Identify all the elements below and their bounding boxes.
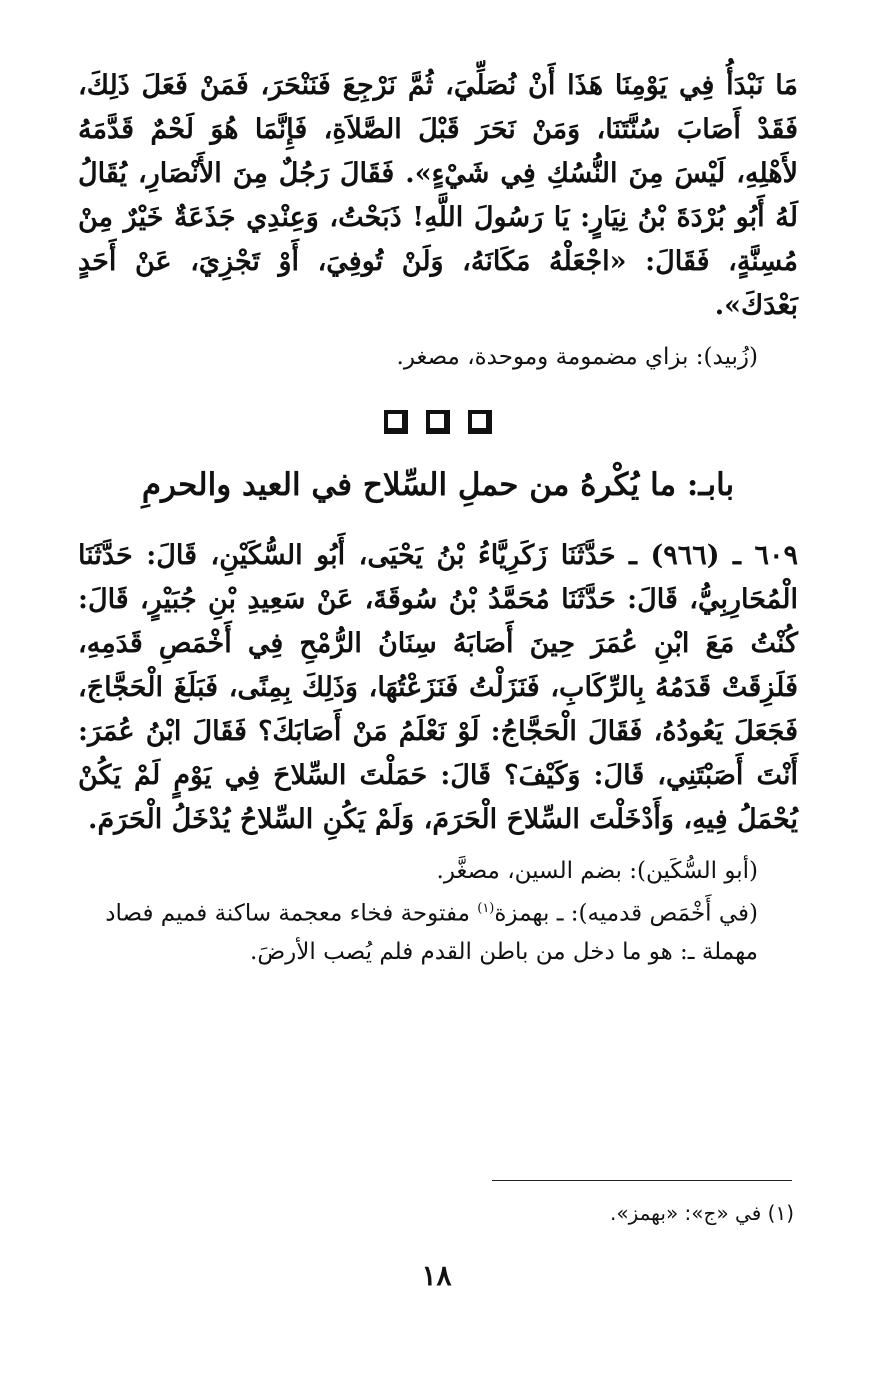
explanatory-note: (أبو السُّكَين): بضم السين، مصغَّر. [436,858,758,884]
hadith-text-continued: مَا نَبْدَأُ فِي يَوْمِنَا هَذَا أَنْ نُصَلِّيَ، ثُمَّ نَرْجِعَ فَنَنْحَرَ، فَمَنْ فَعَلَ ذَلِكَ، فَقَدْ أَصَابَ سُنَّتَنَا، وَمَنْ نَحَرَ قَبْلَ الصَّلاَةِ، فَإِنَّمَا هُوَ لَحْمٌ قَدَّمَهُ لأَهْلِهِ، لَيْسَ مِنَ النُّسُكِ فِي شَيْءٍ». فَقَالَ رَجُلٌ مِنَ الأَنْصَارِ، يُقَالُ لَهُ أَبُو بُرْدَةَ بْنُ نِيَارٍ: يَا رَسُولَ اللَّهِ! ذَبَحْتُ، وَعِنْدِي جَذَعَةٌ خَيْرٌ مِنْ مُسِنَّةٍ، فَقَالَ: «اجْعَلْهُ مَكَانَهُ، وَلَنْ تُوفِيَ، أَوْ تَجْزِيَ، عَنْ أَحَدٍ بَعْدَكَ». [78,70,798,321]
chapter-title: بابـ: ما يُكْرهُ من حملِ السِّلاح في العيد والحرمِ [141,467,735,503]
note-text: مفتوحة فخاء معجمة ساكنة فميم فصاد مهملة ـ: هو ما دخل من باطن القدم فلم يُصب الأرضَ. [105,900,758,965]
divider-square-icon [426,410,450,434]
explanatory-note [78,890,798,971]
divider-square-icon [384,410,408,434]
divider-square-icon [468,410,492,434]
section-divider-ornament [78,410,798,434]
note-text: (في أَخْمَص قدميه): ـ بهمزة [494,900,758,927]
footnote: (١) في «ج»: «بهمز». [609,1201,794,1225]
explanatory-note: (زُبيد): بزاي مضمومة وموحدة، مصغر. [396,344,758,370]
footnote-separator [492,1180,792,1181]
page-number: ١٨ [421,1259,452,1292]
hadith-text: ٦٠٩ ـ (٩٦٦) ـ حَدَّثَنَا زَكَرِيَّاءُ بْنُ يَحْيَى، أَبُو السُّكَيْنِ، قَالَ: حَدَّثَنَا الْمُحَارِبِيُّ، قَالَ: حَدَّثَنَا مُحَمَّدُ بْنُ سُوقَةَ، عَنْ سَعِيدِ بْنِ جُبَيْرٍ، قَالَ: كُنْتُ مَعَ ابْنِ عُمَرَ حِينَ أَصَابَهُ سِنَانُ الرُّمْحِ فِي أَخْمَصِ قَدَمِهِ، فَلَزِقَتْ قَدَمُهُ بِالرِّكَابِ، فَنَزَلْتُ فَنَزَعْتُهَا، وَذَلِكَ بِمِنًى، فَبَلَغَ الْحَجَّاجَ، فَجَعَلَ يَعُودُهُ، فَقَالَ الْحَجَّاجُ: لَوْ نَعْلَمُ مَنْ أَصَابَكَ؟ فَقَالَ ابْنُ عُمَرَ: أَنْتَ أَصَبْتَنِي، قَالَ: وَكَيْفَ؟ قَالَ: حَمَلْتَ السِّلاحَ فِي يَوْمٍ لَمْ يَكُنْ يُحْمَلُ فِيهِ، وَأَدْخَلْتَ السِّلاحَ الْحَرَمَ، وَلَمْ يَكُنِ السِّلاحُ يُدْخَلُ الْحَرَمَ. [78,540,798,835]
page-body [78,64,798,971]
footnote-reference: (١) [477,901,495,916]
